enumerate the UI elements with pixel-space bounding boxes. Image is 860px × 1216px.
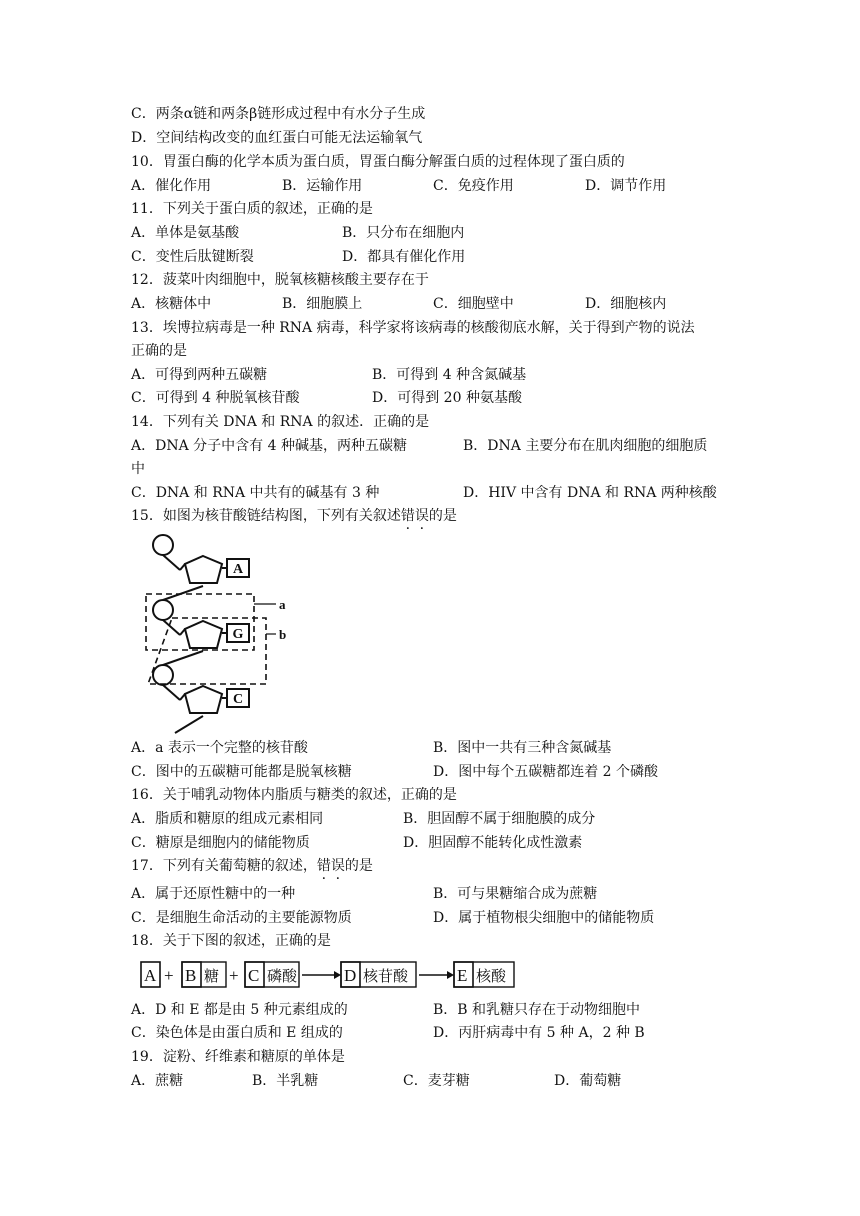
q14-option-b: B．DNA 主要分布在肌肉细胞的细胞质 [463, 438, 708, 454]
q19-option-b: B．半乳糖 [252, 1073, 319, 1089]
q17-stem-pre: 17．下列有关葡萄糖的叙述， [131, 858, 317, 874]
q17-stem-emphasis-2: 误 [330, 858, 345, 874]
pentose-sugar-1 [185, 556, 222, 583]
q10-option-b: B．运输作用 [282, 178, 363, 194]
q17-option-c: C．是细胞生命活动的主要能源物质 [131, 910, 352, 926]
phosphate-3 [153, 665, 173, 685]
q13-option-c: C．可得到 4 种脱氧核苷酸 [131, 390, 300, 406]
q13-option-d: D．可得到 20 种氨基酸 [372, 390, 522, 406]
flow-label-c: C [248, 966, 260, 985]
q15-option-a: A．a 表示一个完整的核苷酸 [131, 740, 308, 756]
q15-option-b: B．图中一共有三种含氮碱基 [433, 740, 612, 756]
pentose-sugar-3 [185, 686, 222, 713]
flow-suffix-b: 糖 [204, 969, 220, 985]
q14-option-b-continued: 中 [131, 461, 145, 477]
q19-option-a: A．蔗糖 [131, 1073, 184, 1089]
flow-label-e: E [457, 966, 468, 985]
region-label-b: b [279, 627, 287, 642]
q17-stem [131, 857, 373, 875]
q14-option-a: A．DNA 分子中含有 4 种碱基，两种五碳糖 [131, 438, 407, 454]
nucleic-acid-flow-diagram [138, 957, 518, 993]
flow-label-a: A [144, 966, 157, 985]
q17-option-b: B．可与果糖缩合成为蔗糖 [433, 886, 598, 902]
q15-stem-emphasis-2: 误 [414, 508, 429, 524]
q12-option-a: A．核糖体中 [131, 296, 212, 312]
q15-stem [131, 507, 457, 525]
base-a-label: A [232, 562, 244, 577]
flow-plus-1: + [164, 966, 174, 985]
q15-stem-post: 的是 [428, 508, 457, 524]
q17-stem-post: 的是 [344, 858, 373, 874]
q11-option-d: D．都具有催化作用 [342, 249, 466, 265]
q12-option-c: C．细胞壁中 [433, 296, 514, 312]
flow-label-d: D [344, 966, 357, 985]
q17-stem-emphasis-1: 错 [316, 858, 331, 874]
flow-label-b: B [185, 966, 197, 985]
q15-stem-pre: 15．如图为核苷酸链结构图，下列有关叙述 [131, 508, 401, 524]
base-c-label: C [232, 692, 244, 707]
q18-option-c: C．染色体是由蛋白质和 E 组成的 [131, 1025, 343, 1041]
q19-stem: 19．淀粉、纤维素和糖原的单体是 [131, 1049, 345, 1065]
q12-option-b: B．细胞膜上 [282, 296, 363, 312]
q17-option-a: A．属于还原性糖中的一种 [131, 886, 296, 902]
q11-option-b: B．只分布在细胞内 [342, 225, 465, 241]
q19-option-d: D．葡萄糖 [554, 1073, 622, 1089]
flow-plus-2: + [229, 966, 239, 985]
flow-suffix-e: 核酸 [476, 969, 507, 985]
nucleotide-chain-diagram [140, 528, 310, 740]
q18-option-b: B．B 和乳糖只存在于动物细胞中 [433, 1002, 641, 1018]
q15-stem-emphasis-1: 错 [400, 508, 415, 524]
q12-option-d: D．细胞核内 [585, 296, 667, 312]
q19-option-c: C．麦芽糖 [403, 1073, 470, 1089]
q10-option-d: D．调节作用 [585, 178, 667, 194]
q17-option-d: D．属于植物根尖细胞中的储能物质 [433, 910, 655, 926]
q14-option-c: C．DNA 和 RNA 中共有的碱基有 3 种 [131, 485, 380, 501]
q15-option-d: D．图中每个五碳糖都连着 2 个磷酸 [433, 764, 659, 780]
q10-stem: 10．胃蛋白酶的化学本质为蛋白质，胃蛋白酶分解蛋白质的过程体现了蛋白质的 [131, 154, 625, 170]
region-label-a: a [279, 597, 286, 612]
q11-option-c: C．变性后肽键断裂 [131, 249, 254, 265]
q11-stem: 11．下列关于蛋白质的叙述，正确的是 [131, 201, 373, 217]
pentose-sugar-2 [185, 621, 222, 648]
q13-stem-line2: 正确的是 [131, 343, 187, 359]
q16-option-b: B．胆固醇不属于细胞膜的成分 [403, 811, 596, 827]
q16-option-a: A．脂质和糖原的组成元素相同 [131, 811, 324, 827]
q10-option-a: A．催化作用 [131, 178, 212, 194]
q9-option-d: D．空间结构改变的血红蛋白可能无法运输氧气 [131, 130, 423, 146]
q13-option-b: B．可得到 4 种含氮碱基 [372, 367, 527, 383]
base-g-label: G [232, 627, 244, 642]
phosphate-2 [153, 600, 173, 620]
q14-stem: 14．下列有关 DNA 和 RNA 的叙述．正确的是 [131, 414, 430, 430]
q13-option-a: A．可得到两种五碳糖 [131, 367, 268, 383]
q16-stem: 16．关于哺乳动物体内脂质与糖类的叙述，正确的是 [131, 787, 457, 803]
q11-option-a: A．单体是氨基酸 [131, 225, 240, 241]
q9-option-c: C．两条α链和两条β链形成过程中有水分子生成 [131, 106, 426, 122]
q18-option-d: D．丙肝病毒中有 5 种 A，2 种 B [433, 1025, 645, 1041]
q15-option-c: C．图中的五碳糖可能都是脱氧核糖 [131, 764, 352, 780]
q12-stem: 12．菠菜叶肉细胞中，脱氧核糖核酸主要存在于 [131, 272, 429, 288]
q14-option-d: D．HIV 中含有 DNA 和 RNA 两种核酸 [463, 485, 717, 501]
q18-option-a: A．D 和 E 都是由 5 种元素组成的 [131, 1002, 348, 1018]
flow-suffix-d: 核苷酸 [363, 969, 409, 985]
phosphate-1 [153, 535, 173, 555]
flow-suffix-c: 磷酸 [267, 969, 298, 985]
q18-stem: 18．关于下图的叙述，正确的是 [131, 933, 331, 949]
q13-stem-line1: 13．埃博拉病毒是一种 RNA 病毒，科学家将该病毒的核酸彻底水解，关于得到产物的说法 [131, 320, 695, 336]
q16-option-c: C．糖原是细胞内的储能物质 [131, 835, 310, 851]
q16-option-d: D．胆固醇不能转化成性激素 [403, 835, 583, 851]
q10-option-c: C．免疫作用 [433, 178, 514, 194]
